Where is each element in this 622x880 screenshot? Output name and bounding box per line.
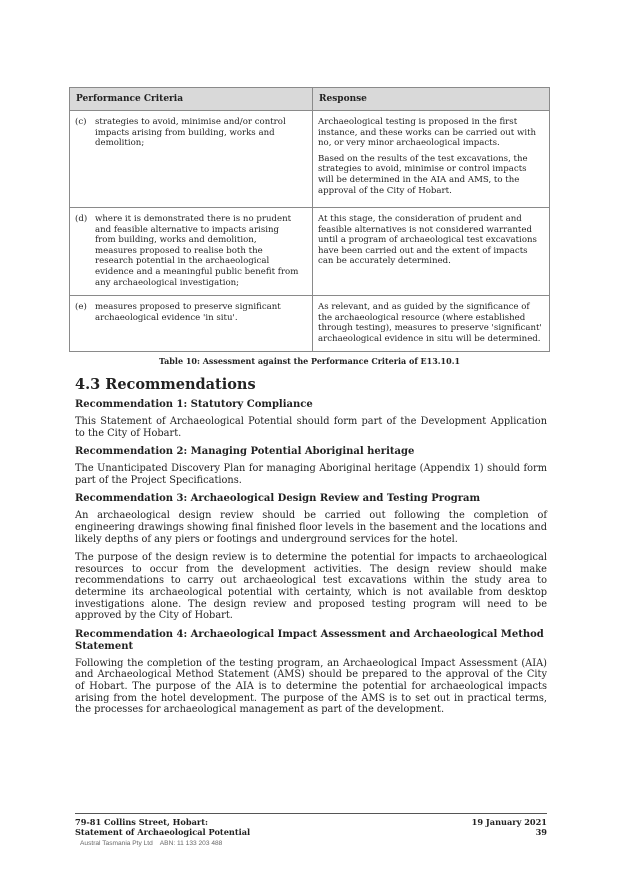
response-text: At this stage, the consideration of prudent and feasible alternatives is not considered warranted until a program of archaeological test excavations have been carried out and the extent of impacts can be accurately determined. xyxy=(318,214,537,267)
recommendation-heading: Recommendation 2: Managing Potential Aboriginal heritage xyxy=(75,446,415,458)
response-text: As relevant, and as guided by the significance of the archaeological resource (where established through testing), measures to preserve 'significant' archaeological evidence in situ will be determined. xyxy=(318,302,542,344)
criteria-text: measures proposed to preserve significant archaeological evidence 'in situ'. xyxy=(95,302,281,323)
footer-date: 19 January 2021 xyxy=(471,817,547,827)
recommendation-paragraph: Following the completion of the testing program, an Archaeological Impact Assessment (AIA) and Archaeological Method Statement (AMS) should be prepared to the approval of the City of Hobart. The purpose of the AIA is to determine the potential for archaeological impacts arising from the hotel development. The purpose of the AMS is to set out in practical terms, the processes for archaeological management as part of the development. xyxy=(75,657,547,716)
header-response: Response xyxy=(313,88,550,111)
table-row xyxy=(70,111,550,208)
recommendation-paragraph: The Unanticipated Discovery Plan for managing Aboriginal heritage (Appendix 1) should form part of the Project Specifications. xyxy=(75,463,547,486)
header-performance-criteria: Performance Criteria xyxy=(70,88,313,111)
performance-criteria-table xyxy=(69,87,550,352)
criteria-letter: (d) xyxy=(75,214,88,224)
footer-company: Austral Tasmania Pty Ltd ABN: 11 133 203 488 xyxy=(80,840,223,847)
criteria-cell xyxy=(70,296,313,352)
recommendation-heading: Recommendation 3: Archaeological Design Review and Testing Program xyxy=(75,493,481,505)
footer-address: 79-81 Collins Street, Hobart: xyxy=(75,817,209,827)
recommendations-section xyxy=(75,376,547,723)
footer-left xyxy=(75,817,250,837)
recommendation-paragraph: An archaeological design review should be carried out following the completion of engineering drawings showing final finished floor levels in the basement and the locations and likely depths of any piers or footings and underground services for the hotel. xyxy=(75,510,547,545)
footer-doc-title: Statement of Archaeological Potential xyxy=(75,827,251,837)
table-row xyxy=(70,296,550,352)
response-text: Based on the results of the test excavations, the strategies to avoid, minimise or control impacts will be determined in the AIA and AMS, to the approval of the City of Hobart. xyxy=(318,153,528,196)
page-number: 39 xyxy=(535,827,547,837)
criteria-cell xyxy=(70,111,313,208)
criteria-text: strategies to avoid, minimise and/or control impacts arising from building, works and demolition; xyxy=(95,117,286,149)
table-row xyxy=(70,208,550,296)
section-heading: 4.3 Recommendations xyxy=(75,376,256,393)
response-cell xyxy=(313,111,550,208)
recommendation-heading: Recommendation 4: Archaeological Impact Assessment and Archaeological Method Statement xyxy=(75,628,544,652)
table-caption: Table 10: Assessment against the Performance Criteria of E13.10.1 xyxy=(158,356,461,366)
footer-divider xyxy=(75,813,547,814)
criteria-letter: (c) xyxy=(75,117,87,127)
criteria-letter: (e) xyxy=(75,302,87,312)
recommendation-paragraph: The purpose of the design review is to determine the potential for impacts to archaeological resources to occur from the development activities. The design review should make recommendations to carry out archaeological test excavations within the study area to determine its archaeological potential with certainty, which is not available from desktop investigations alone. The design review and proposed testing program will need to be approved by the City of Hobart. xyxy=(75,552,547,622)
footer-right xyxy=(472,817,547,837)
criteria-text: where it is demonstrated there is no prudent and feasible alternative to impacts arising from building, works and demolition, measures proposed to realise both the research potential in the archaeological evidence and a meaningful public benefit from any archaeological investigation; xyxy=(95,214,299,288)
recommendation-paragraph: This Statement of Archaeological Potential should form part of the Development Application to the City of Hobart. xyxy=(75,416,547,439)
table-header-row xyxy=(70,88,550,111)
criteria-cell xyxy=(70,208,313,296)
response-cell xyxy=(313,296,550,352)
response-cell xyxy=(313,208,550,296)
response-text: Archaeological testing is proposed in the first instance, and these works can be carried out with no, or very minor archaeological impacts. xyxy=(318,117,537,149)
recommendation-heading: Recommendation 1: Statutory Compliance xyxy=(75,399,313,410)
